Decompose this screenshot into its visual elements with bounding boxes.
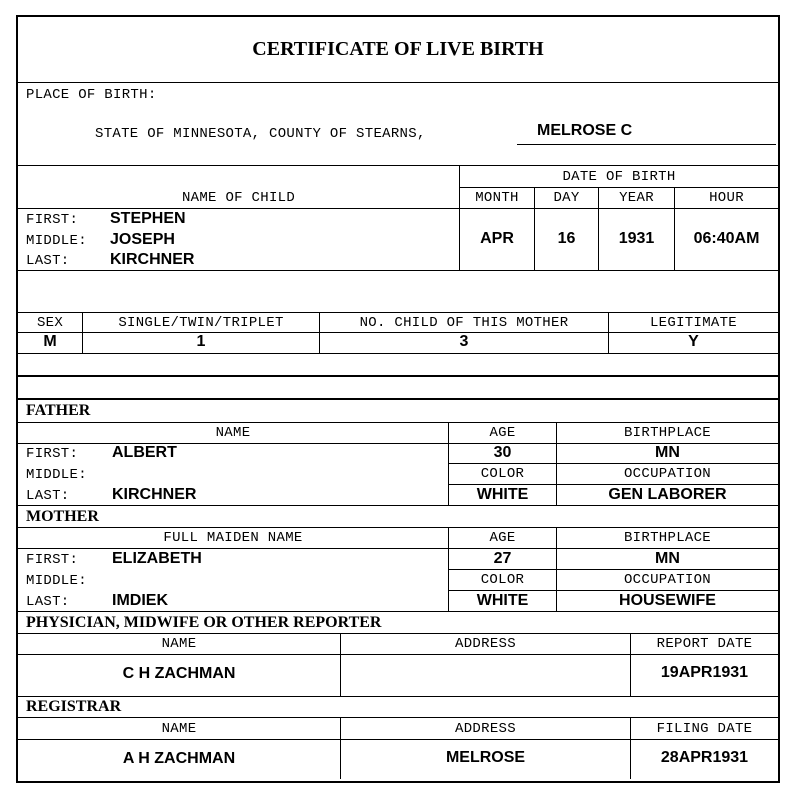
birth-day: 16 <box>557 230 576 247</box>
divider <box>18 82 778 83</box>
mother-age-header: AGE <box>489 530 516 546</box>
plurality-header: SINGLE/TWIN/TRIPLET <box>118 315 284 331</box>
filing-date: 28APR1931 <box>660 749 749 766</box>
father-occupation: GEN LABORER <box>608 486 727 503</box>
divider <box>18 527 778 528</box>
month-header: MONTH <box>475 190 519 206</box>
divider <box>448 569 778 570</box>
father-first-name: ALBERT <box>112 444 177 461</box>
plurality-value: 1 <box>196 333 206 350</box>
divider <box>18 505 778 506</box>
child-last-label: LAST: <box>26 253 70 269</box>
divider <box>18 633 778 634</box>
physician-name: C H ZACHMAN <box>122 665 236 682</box>
divider <box>18 208 778 209</box>
father-first-label: FIRST: <box>26 446 79 462</box>
divider <box>18 717 778 718</box>
year-header: YEAR <box>619 190 654 206</box>
child-first-name: STEPHEN <box>110 210 186 227</box>
sex-header: SEX <box>36 315 64 331</box>
child-middle-label: MIDDLE: <box>26 233 87 249</box>
physician-section-title: PHYSICIAN, MIDWIFE OR OTHER REPORTER <box>26 614 382 631</box>
father-middle-label: MIDDLE: <box>26 467 87 483</box>
divider <box>18 353 778 354</box>
father-last-label: LAST: <box>26 488 70 504</box>
divider <box>18 165 778 166</box>
divider <box>448 463 778 464</box>
mother-occupation-header: OCCUPATION <box>623 572 711 588</box>
father-birthplace-header: BIRTHPLACE <box>623 425 711 441</box>
registrar-address: MELROSE <box>445 749 526 766</box>
mother-birthplace: MN <box>655 550 680 567</box>
divider <box>18 375 778 377</box>
father-section-title: FATHER <box>26 402 91 419</box>
father-last-name: KIRCHNER <box>112 486 197 503</box>
birth-hour: 06:40AM <box>693 230 760 247</box>
registrar-section-title: REGISTRAR <box>26 698 122 715</box>
father-name-header: NAME <box>215 425 251 441</box>
divider <box>448 590 778 591</box>
physician-name-header: NAME <box>161 636 197 652</box>
registrar-name-header: NAME <box>161 721 197 737</box>
child-first-label: FIRST: <box>26 212 79 228</box>
city-underline <box>517 144 776 145</box>
divider <box>18 312 778 313</box>
mother-last-name: IMDIEK <box>112 592 168 609</box>
filing-date-header: FILING DATE <box>656 721 753 737</box>
divider <box>18 611 778 612</box>
father-birthplace: MN <box>655 444 680 461</box>
birth-month: APR <box>480 230 514 247</box>
mother-first-label: FIRST: <box>26 552 79 568</box>
divider <box>460 187 778 188</box>
hour-header: HOUR <box>709 190 744 206</box>
mother-color-header: COLOR <box>480 572 525 588</box>
registrar-address-header: ADDRESS <box>455 721 516 737</box>
mother-color: WHITE <box>476 592 529 609</box>
legitimate-header: LEGITIMATE <box>649 315 737 331</box>
child-number-header: NO. CHILD OF THIS MOTHER <box>359 315 569 331</box>
father-color-header: COLOR <box>480 466 525 482</box>
date-of-birth-header: DATE OF BIRTH <box>562 169 676 185</box>
mother-occupation: HOUSEWIFE <box>619 592 716 609</box>
father-occupation-header: OCCUPATION <box>623 466 711 482</box>
divider <box>18 739 778 740</box>
report-date-header: REPORT DATE <box>656 636 753 652</box>
birth-year: 1931 <box>618 230 655 247</box>
divider <box>18 548 778 549</box>
sex-value: M <box>43 333 57 350</box>
divider <box>18 696 778 697</box>
mother-first-name: ELIZABETH <box>112 550 202 567</box>
child-last-name: KIRCHNER <box>110 251 195 268</box>
mother-name-header: FULL MAIDEN NAME <box>163 530 303 546</box>
city-value: MELROSE C <box>537 122 633 139</box>
father-age: 30 <box>493 444 512 461</box>
name-of-child-header: NAME OF CHILD <box>181 190 296 206</box>
mother-section-title: MOTHER <box>26 508 99 525</box>
legitimate-value: Y <box>688 333 699 350</box>
mother-last-label: LAST: <box>26 594 70 610</box>
divider <box>18 422 778 423</box>
mother-middle-label: MIDDLE: <box>26 573 87 589</box>
report-date: 19APR1931 <box>660 664 749 681</box>
physician-address-header: ADDRESS <box>455 636 516 652</box>
mother-birthplace-header: BIRTHPLACE <box>623 530 711 546</box>
father-age-header: AGE <box>489 425 516 441</box>
father-color: WHITE <box>476 486 529 503</box>
place-of-birth-label: PLACE OF BIRTH: <box>26 87 157 103</box>
divider <box>18 270 778 271</box>
divider <box>448 484 778 485</box>
registrar-name: A H ZACHMAN <box>122 750 236 767</box>
child-number-value: 3 <box>459 333 469 350</box>
day-header: DAY <box>553 190 580 206</box>
state-county-text: STATE OF MINNESOTA, COUNTY OF STEARNS, <box>95 126 426 142</box>
certificate-title: CERTIFICATE OF LIVE BIRTH <box>252 38 544 60</box>
divider <box>18 398 778 400</box>
child-middle-name: JOSEPH <box>110 231 175 248</box>
divider <box>18 654 778 655</box>
mother-age: 27 <box>493 550 512 567</box>
